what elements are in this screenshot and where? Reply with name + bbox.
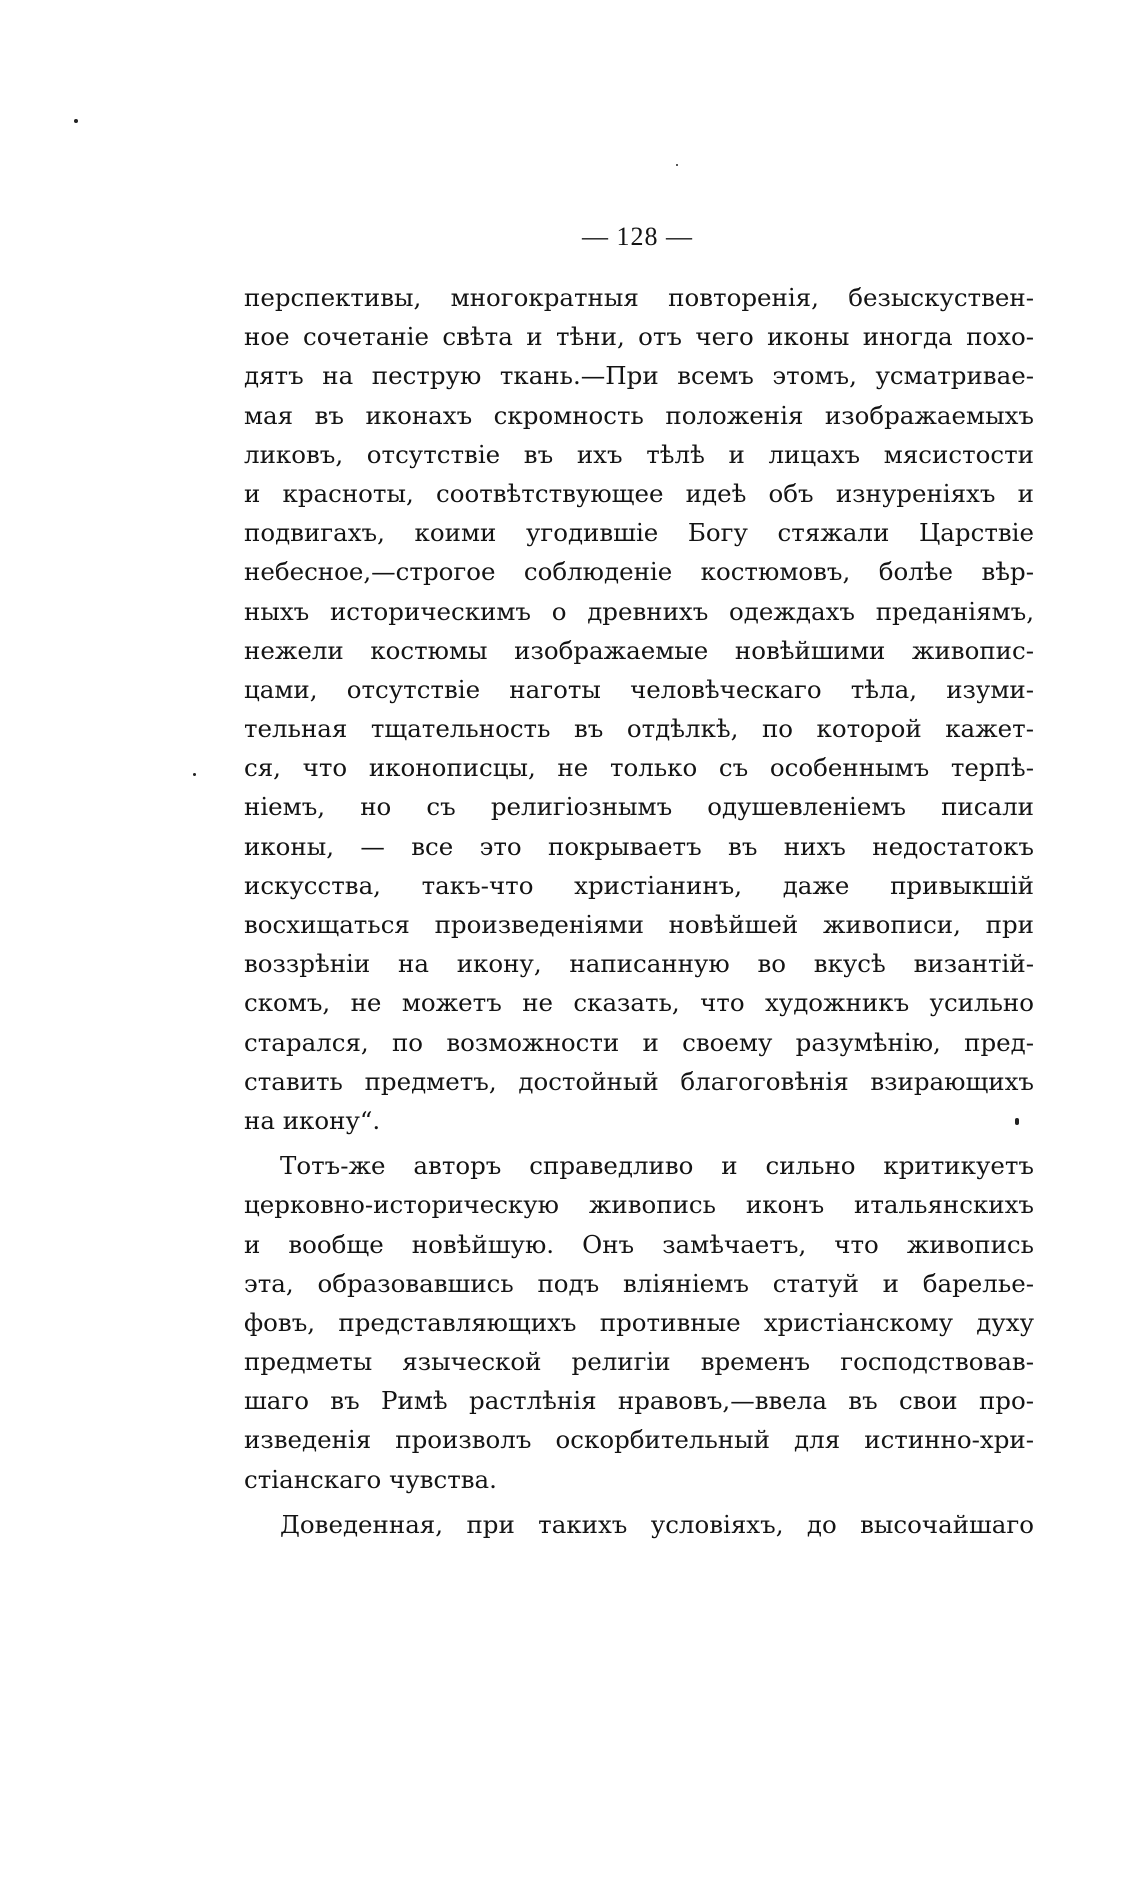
- text-line: и вообще новѣйшую. Онъ замѣчаетъ, что живопись: [244, 1229, 1034, 1259]
- text-line: цами, отсутствіе наготы человѣческаго тѣла, изуми-: [244, 674, 1034, 704]
- text-line: дятъ на пеструю ткань.—При всемъ этомъ, усматривае-: [244, 361, 1034, 391]
- text-line: восхищаться произведеніями новѣйшей живописи, при: [244, 910, 1034, 939]
- text-line: ликовъ, отсутствіе въ ихъ тѣлѣ и лицахъ мясистости: [244, 439, 1034, 469]
- text-line: перспективы, многократныя повторенія, безыскуствен-: [244, 283, 1034, 312]
- text-line: шаго въ Римѣ растлѣнія нравовъ,—ввела въ свои про-: [244, 1386, 1034, 1416]
- text-line: предметы языческой религіи временъ господствовав-: [244, 1347, 1034, 1377]
- text-line: подвигахъ, коими угодившіе Богу стяжали Царствіе: [244, 518, 1034, 548]
- text-line: ніемъ, но съ религіознымъ одушевленіемъ писали: [244, 792, 1034, 822]
- scan-speck: [74, 119, 78, 123]
- text-line: ставить предметъ, достойный благоговѣнія взирающихъ: [244, 1066, 1034, 1096]
- text-line: скомъ, не можетъ не сказать, что художникъ усильно: [244, 988, 1034, 1018]
- text-line: церковно-историческую живопись иконъ итальянскихъ: [244, 1190, 1034, 1220]
- text-line: искусства, такъ-что христіанинъ, даже привыкшій: [244, 870, 1034, 900]
- text-line: стіанскаго чувства.: [244, 1464, 497, 1494]
- paragraph: [244, 1505, 1034, 1544]
- text-line: ныхъ историческимъ о древнихъ одеждахъ преданіямъ,: [244, 596, 1034, 626]
- text-line: мая въ иконахъ скромность положенія изображаемыхъ: [244, 400, 1034, 430]
- text-line: тельная тщательность въ отдѣлкѣ, по которой кажет-: [244, 714, 1034, 744]
- paragraph: [244, 278, 1034, 1140]
- text-line: эта, образовавшись подъ вліяніемъ статуй и барелье-: [244, 1268, 1034, 1298]
- text-line: и красноты, соотвѣтствующее идеѣ объ изнуреніяхъ и: [244, 478, 1034, 508]
- scan-speck: [193, 773, 196, 776]
- text-line: воззрѣніи на икону, написанную во вкусѣ византій-: [244, 949, 1034, 979]
- text-line: изведенія произволъ оскорбительный для истинно-хри-: [244, 1425, 1034, 1455]
- text-line: старался, по возможности и своему разумѣнію, пред-: [244, 1027, 1034, 1057]
- text-line: нежели костюмы изображаемые новѣйшими живопис-: [244, 635, 1034, 665]
- text-line: иконы, — все это покрываетъ въ нихъ недостатокъ: [244, 831, 1034, 861]
- text-line: небесное,—строгое соблюденіе костюмовъ, болѣе вѣр-: [244, 557, 1034, 587]
- text-line: фовъ, представляющихъ противные христіанскому духу: [244, 1307, 1034, 1337]
- page-number: — 128 —: [582, 222, 693, 251]
- text-line: Доведенная, при такихъ условіяхъ, до высочайшаго: [280, 1509, 1034, 1539]
- text-line: ное сочетаніе свѣта и тѣни, отъ чего иконы иногда похо-: [244, 322, 1034, 352]
- text-line: Тотъ-же авторъ справедливо и сильно критикуетъ: [280, 1151, 1034, 1181]
- text-line: ся, что иконописцы, не только съ особеннымъ терпѣ-: [244, 753, 1034, 783]
- body-text: [244, 278, 1034, 1544]
- scan-speck: [676, 164, 678, 166]
- paragraph: [244, 1146, 1034, 1499]
- text-line: на икону“.: [244, 1105, 381, 1135]
